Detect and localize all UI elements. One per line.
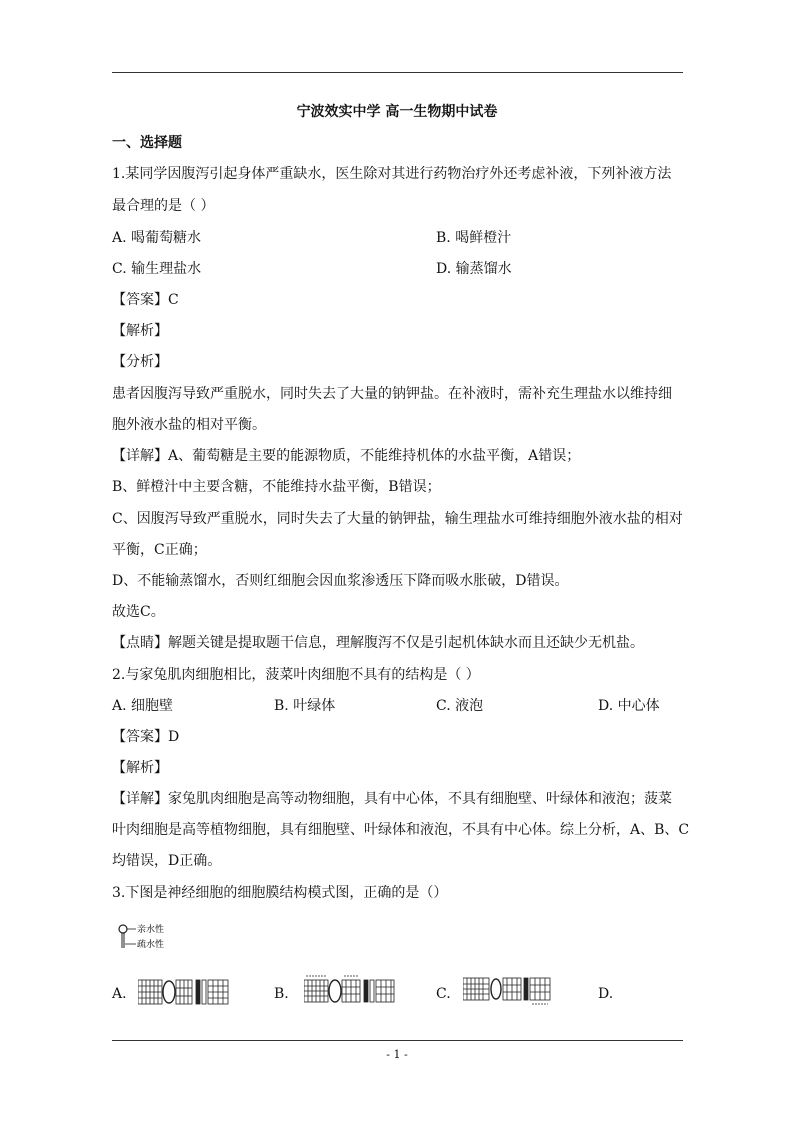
q1-analysis-heading: 【解析】	[112, 323, 168, 339]
membrane-diagram-a	[138, 978, 230, 1006]
q2-detail-line3: 均错误，D正确。	[112, 853, 222, 869]
membrane-diagram-c	[463, 974, 551, 1006]
q2-detail-line2: 叶肉细胞是高等植物细胞，具有细胞壁、叶绿体和液泡，不具有中心体。综上分析，A、B、C	[112, 822, 690, 838]
q2-option-b: B. 叶绿体	[274, 698, 336, 714]
q1-detail-line4: 平衡，C正确；	[112, 542, 207, 558]
q1-detail-line5: D、不能输蒸馏水，否则红细胞会因血浆渗透压下降而吸水胀破，D错误。	[112, 573, 569, 589]
q1-fenxi-line2: 胞外液水盐的相对平衡。	[112, 417, 266, 433]
q1-option-b: B. 喝鲜橙汁	[436, 230, 512, 246]
membrane-diagram-b	[304, 974, 396, 1006]
q2-answer: 【答案】D	[112, 729, 180, 745]
q3-option-d: D.	[598, 986, 614, 1002]
q2-stem: 2.与家兔肌肉细胞相比，菠菜叶肉细胞不具有的结构是（ ）	[112, 667, 480, 683]
page-number: - 1 -	[386, 1048, 408, 1061]
q2-option-c: C. 液泡	[436, 698, 484, 714]
q3-option-b: B.	[274, 986, 289, 1002]
q3-option-c: C.	[436, 986, 451, 1002]
q2-detail-line1: 【详解】家兔肌肉细胞是高等动物细胞，具有中心体，不具有细胞壁、叶绿体和液泡；菠菜	[112, 791, 672, 807]
header-rule	[112, 72, 683, 73]
q2-analysis-heading: 【解析】	[112, 760, 168, 776]
q1-answer: 【答案】C	[112, 292, 179, 308]
q1-detail-line2: B、鲜橙汁中主要含糖，不能维持水盐平衡，B错误；	[112, 479, 441, 495]
q1-option-a: A. 喝葡萄糖水	[112, 230, 202, 246]
legend-hydrophobic: 疏水性	[137, 940, 165, 950]
q1-option-d: D. 输蒸馏水	[436, 261, 512, 277]
q1-stem-line1: 1.某同学因腹泻引起身体严重缺水，医生除对其进行药物治疗外还考虑补液，下列补液方法	[112, 166, 672, 182]
section-heading: 一、选择题	[112, 135, 182, 151]
phospholipid-legend	[116, 920, 186, 956]
q1-note: 【点睛】解题关键是提取题干信息，理解腹泻不仅是引起机体缺水而且还缺少无机盐。	[112, 635, 644, 651]
q1-fenxi-line1: 患者因腹泻导致严重脱水，同时失去了大量的钠钾盐。在补液时，需补充生理盐水以维持细	[112, 386, 672, 402]
footer-rule	[112, 1040, 683, 1041]
q1-choose: 故选C。	[112, 604, 165, 620]
q1-detail-line3: C、因腹泻导致严重脱水，同时失去了大量的钠钾盐，输生理盐水可维持细胞外液水盐的相对	[112, 511, 683, 527]
q1-fenxi-heading: 【分析】	[112, 354, 168, 370]
q2-option-d: D. 中心体	[598, 698, 660, 714]
q1-detail-line1: 【详解】A、葡萄糖是主要的能源物质，不能维持机体的水盐平衡，A错误；	[112, 448, 581, 464]
q1-stem-line2: 最合理的是（ ）	[112, 198, 215, 214]
q1-option-c: C. 输生理盐水	[112, 261, 202, 277]
q2-option-a: A. 细胞壁	[112, 698, 174, 714]
page-title: 宁波效实中学 高一生物期中试卷	[296, 104, 498, 120]
legend-hydrophilic: 亲水性	[137, 925, 165, 935]
q3-stem: 3.下图是神经细胞的细胞膜结构模式图，正确的是（）	[112, 885, 448, 901]
q3-option-a: A.	[112, 986, 127, 1002]
